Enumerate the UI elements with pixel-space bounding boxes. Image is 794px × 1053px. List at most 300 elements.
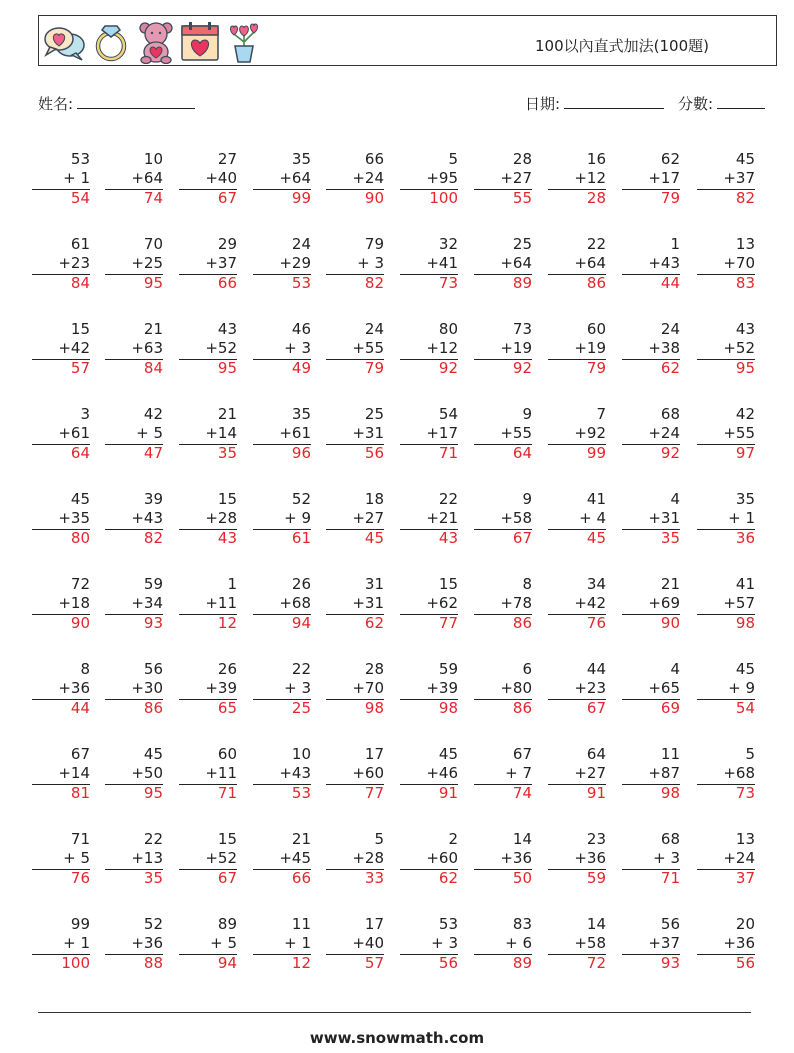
addend-bottom: +64 bbox=[279, 169, 311, 187]
answer: 36 bbox=[735, 529, 755, 547]
answer: 94 bbox=[217, 954, 237, 972]
addition-problem bbox=[474, 405, 532, 463]
addend-top: 45 bbox=[143, 745, 163, 763]
addition-problem bbox=[697, 320, 755, 378]
addition-problem bbox=[400, 915, 458, 973]
name-blank bbox=[77, 94, 195, 109]
answer: 62 bbox=[364, 614, 384, 632]
addend-top: 20 bbox=[735, 915, 755, 933]
addend-top: 21 bbox=[217, 405, 237, 423]
addend-top: 44 bbox=[586, 660, 606, 678]
addend-bottom: +17 bbox=[648, 169, 680, 187]
addend-bottom: +36 bbox=[131, 934, 163, 952]
addition-problem bbox=[548, 745, 606, 803]
addition-problem bbox=[622, 915, 680, 973]
addend-bottom: +39 bbox=[426, 679, 458, 697]
answer: 28 bbox=[586, 189, 606, 207]
addend-bottom: + 9 bbox=[284, 509, 311, 527]
answer: 57 bbox=[70, 359, 90, 377]
answer: 66 bbox=[217, 274, 237, 292]
answer: 97 bbox=[735, 444, 755, 462]
addend-top: 73 bbox=[512, 320, 532, 338]
speech-bubbles-heart-icon bbox=[42, 20, 86, 64]
addition-problem bbox=[474, 830, 532, 888]
addition-problem bbox=[697, 915, 755, 973]
addition-problem bbox=[32, 405, 90, 463]
diamond-ring-icon bbox=[89, 20, 133, 64]
answer: 49 bbox=[291, 359, 311, 377]
addend-bottom: +12 bbox=[574, 169, 606, 187]
addend-top: 21 bbox=[143, 320, 163, 338]
addend-bottom: +40 bbox=[205, 169, 237, 187]
addend-bottom: +28 bbox=[352, 849, 384, 867]
addend-bottom: + 3 bbox=[284, 339, 311, 357]
answer: 55 bbox=[512, 189, 532, 207]
addend-bottom: +30 bbox=[131, 679, 163, 697]
addend-bottom: +19 bbox=[574, 339, 606, 357]
addend-bottom: +14 bbox=[58, 764, 90, 782]
addend-top: 14 bbox=[586, 915, 606, 933]
addend-top: 54 bbox=[438, 405, 458, 423]
addition-problem bbox=[253, 830, 311, 888]
date-blank bbox=[564, 94, 664, 109]
addition-problem bbox=[253, 320, 311, 378]
addend-top: 60 bbox=[586, 320, 606, 338]
addend-top: 80 bbox=[438, 320, 458, 338]
score-label: 分數: bbox=[678, 95, 714, 113]
answer: 98 bbox=[660, 784, 680, 802]
addend-top: 46 bbox=[291, 320, 311, 338]
addend-bottom: +19 bbox=[500, 339, 532, 357]
addition-problem bbox=[326, 745, 384, 803]
answer: 47 bbox=[143, 444, 163, 462]
addend-top: 39 bbox=[143, 490, 163, 508]
answer: 71 bbox=[217, 784, 237, 802]
answer: 79 bbox=[364, 359, 384, 377]
addend-bottom: +27 bbox=[574, 764, 606, 782]
answer: 88 bbox=[143, 954, 163, 972]
answer: 99 bbox=[586, 444, 606, 462]
addend-bottom: +27 bbox=[352, 509, 384, 527]
addend-top: 62 bbox=[660, 150, 680, 168]
answer: 65 bbox=[217, 699, 237, 717]
addend-top: 22 bbox=[586, 235, 606, 253]
answer: 66 bbox=[291, 869, 311, 887]
addition-problem bbox=[105, 320, 163, 378]
answer: 95 bbox=[143, 784, 163, 802]
addend-bottom: +58 bbox=[500, 509, 532, 527]
addition-problem bbox=[105, 150, 163, 208]
addition-problem bbox=[548, 235, 606, 293]
addend-top: 3 bbox=[80, 405, 90, 423]
addition-problem bbox=[622, 405, 680, 463]
addend-bottom: +55 bbox=[352, 339, 384, 357]
addend-bottom: + 3 bbox=[431, 934, 458, 952]
addend-bottom: +43 bbox=[279, 764, 311, 782]
addend-bottom: +35 bbox=[58, 509, 90, 527]
addend-top: 43 bbox=[217, 320, 237, 338]
addend-bottom: +43 bbox=[648, 254, 680, 272]
answer: 44 bbox=[70, 699, 90, 717]
answer: 45 bbox=[586, 529, 606, 547]
answer: 74 bbox=[512, 784, 532, 802]
addend-top: 11 bbox=[660, 745, 680, 763]
addition-problem bbox=[253, 745, 311, 803]
addend-bottom: +42 bbox=[58, 339, 90, 357]
addition-problem bbox=[548, 320, 606, 378]
addend-top: 24 bbox=[291, 235, 311, 253]
worksheet-title: 100以內直式加法(100題) bbox=[535, 37, 709, 55]
addend-bottom: +27 bbox=[500, 169, 532, 187]
name-field bbox=[38, 93, 195, 114]
addend-bottom: +11 bbox=[205, 764, 237, 782]
name-label: 姓名: bbox=[38, 95, 74, 113]
info-row bbox=[38, 93, 771, 113]
addition-problem bbox=[253, 235, 311, 293]
addition-problem bbox=[548, 830, 606, 888]
answer: 79 bbox=[586, 359, 606, 377]
addend-bottom: +95 bbox=[426, 169, 458, 187]
addition-problem bbox=[400, 150, 458, 208]
header-box bbox=[38, 15, 777, 66]
addend-bottom: + 6 bbox=[505, 934, 532, 952]
answer: 73 bbox=[438, 274, 458, 292]
addend-bottom: + 3 bbox=[357, 254, 384, 272]
addend-top: 89 bbox=[217, 915, 237, 933]
addend-top: 11 bbox=[291, 915, 311, 933]
addend-bottom: + 9 bbox=[728, 679, 755, 697]
addition-problem bbox=[179, 405, 237, 463]
answer: 84 bbox=[70, 274, 90, 292]
answer: 99 bbox=[291, 189, 311, 207]
addition-problem bbox=[400, 235, 458, 293]
addition-problem bbox=[105, 235, 163, 293]
addition-problem bbox=[622, 320, 680, 378]
addition-problem bbox=[400, 405, 458, 463]
answer: 12 bbox=[217, 614, 237, 632]
answer: 93 bbox=[660, 954, 680, 972]
answer: 82 bbox=[364, 274, 384, 292]
answer: 90 bbox=[70, 614, 90, 632]
answer: 94 bbox=[291, 614, 311, 632]
answer: 77 bbox=[364, 784, 384, 802]
addition-problem bbox=[32, 320, 90, 378]
answer: 86 bbox=[586, 274, 606, 292]
score-blank bbox=[717, 94, 765, 109]
addend-top: 79 bbox=[364, 235, 384, 253]
addend-top: 5 bbox=[448, 150, 458, 168]
addition-problem bbox=[474, 660, 532, 718]
addition-problem bbox=[326, 490, 384, 548]
answer: 64 bbox=[70, 444, 90, 462]
addend-bottom: +43 bbox=[131, 509, 163, 527]
addition-problem bbox=[32, 915, 90, 973]
addend-bottom: +52 bbox=[723, 339, 755, 357]
answer: 56 bbox=[735, 954, 755, 972]
addition-problem bbox=[548, 405, 606, 463]
addition-problem bbox=[400, 320, 458, 378]
answer: 76 bbox=[70, 869, 90, 887]
addend-top: 25 bbox=[364, 405, 384, 423]
addend-top: 25 bbox=[512, 235, 532, 253]
addend-top: 28 bbox=[512, 150, 532, 168]
addend-top: 60 bbox=[217, 745, 237, 763]
answer: 69 bbox=[660, 699, 680, 717]
addition-problem bbox=[32, 235, 90, 293]
addition-problem bbox=[548, 575, 606, 633]
addend-bottom: +12 bbox=[426, 339, 458, 357]
answer: 25 bbox=[291, 699, 311, 717]
answer: 81 bbox=[70, 784, 90, 802]
footer-rule bbox=[38, 1012, 751, 1013]
addition-problem bbox=[179, 575, 237, 633]
addend-bottom: +45 bbox=[279, 849, 311, 867]
addend-bottom: +68 bbox=[723, 764, 755, 782]
answer: 86 bbox=[512, 614, 532, 632]
addend-bottom: +63 bbox=[131, 339, 163, 357]
addition-problem bbox=[474, 745, 532, 803]
answer: 98 bbox=[735, 614, 755, 632]
addend-top: 45 bbox=[735, 150, 755, 168]
addition-problem bbox=[697, 745, 755, 803]
addition-problem bbox=[32, 575, 90, 633]
addend-top: 53 bbox=[70, 150, 90, 168]
answer: 35 bbox=[143, 869, 163, 887]
addend-bottom: + 3 bbox=[284, 679, 311, 697]
addition-problem bbox=[253, 660, 311, 718]
addend-bottom: +36 bbox=[723, 934, 755, 952]
addend-bottom: +31 bbox=[648, 509, 680, 527]
addend-top: 10 bbox=[291, 745, 311, 763]
addition-problem bbox=[105, 745, 163, 803]
addition-problem bbox=[253, 915, 311, 973]
answer: 64 bbox=[512, 444, 532, 462]
addition-problem bbox=[179, 490, 237, 548]
addend-bottom: +68 bbox=[279, 594, 311, 612]
date-label: 日期: bbox=[525, 95, 561, 113]
addition-problem bbox=[32, 830, 90, 888]
answer: 72 bbox=[586, 954, 606, 972]
addend-bottom: + 1 bbox=[63, 169, 90, 187]
date-field bbox=[525, 93, 664, 114]
addend-top: 10 bbox=[143, 150, 163, 168]
answer: 100 bbox=[61, 954, 90, 972]
addend-bottom: + 5 bbox=[63, 849, 90, 867]
addend-top: 52 bbox=[291, 490, 311, 508]
answer: 100 bbox=[429, 189, 458, 207]
addition-problem bbox=[622, 830, 680, 888]
answer: 71 bbox=[660, 869, 680, 887]
addend-top: 21 bbox=[660, 575, 680, 593]
addend-bottom: +18 bbox=[58, 594, 90, 612]
addition-problem bbox=[697, 490, 755, 548]
addend-bottom: +80 bbox=[500, 679, 532, 697]
addition-problem bbox=[622, 745, 680, 803]
answer: 91 bbox=[438, 784, 458, 802]
addition-problem bbox=[697, 150, 755, 208]
addition-problem bbox=[548, 915, 606, 973]
answer: 95 bbox=[735, 359, 755, 377]
answer: 84 bbox=[143, 359, 163, 377]
addend-top: 42 bbox=[143, 405, 163, 423]
addition-problem bbox=[179, 745, 237, 803]
addition-problem bbox=[400, 575, 458, 633]
addition-problem bbox=[326, 320, 384, 378]
answer: 50 bbox=[512, 869, 532, 887]
addend-bottom: +46 bbox=[426, 764, 458, 782]
answer: 80 bbox=[70, 529, 90, 547]
addend-bottom: +64 bbox=[500, 254, 532, 272]
addend-top: 13 bbox=[735, 830, 755, 848]
addend-bottom: +17 bbox=[426, 424, 458, 442]
answer: 83 bbox=[735, 274, 755, 292]
addend-bottom: +37 bbox=[648, 934, 680, 952]
addend-top: 17 bbox=[364, 745, 384, 763]
addend-bottom: +29 bbox=[279, 254, 311, 272]
addend-bottom: +24 bbox=[648, 424, 680, 442]
answer: 35 bbox=[660, 529, 680, 547]
addend-top: 24 bbox=[660, 320, 680, 338]
answer: 54 bbox=[735, 699, 755, 717]
addend-bottom: +52 bbox=[205, 339, 237, 357]
addend-bottom: +34 bbox=[131, 594, 163, 612]
addition-problem bbox=[179, 320, 237, 378]
addend-bottom: +40 bbox=[352, 934, 384, 952]
addition-problem bbox=[105, 490, 163, 548]
addend-bottom: +50 bbox=[131, 764, 163, 782]
addend-bottom: +57 bbox=[723, 594, 755, 612]
addition-problem bbox=[326, 830, 384, 888]
answer: 86 bbox=[143, 699, 163, 717]
addition-problem bbox=[105, 405, 163, 463]
addition-problem bbox=[474, 320, 532, 378]
addend-bottom: +52 bbox=[205, 849, 237, 867]
addend-bottom: + 1 bbox=[728, 509, 755, 527]
addend-bottom: +11 bbox=[205, 594, 237, 612]
answer: 82 bbox=[143, 529, 163, 547]
answer: 74 bbox=[143, 189, 163, 207]
addition-problem bbox=[179, 150, 237, 208]
addition-problem bbox=[697, 235, 755, 293]
addition-problem bbox=[253, 405, 311, 463]
addition-problem bbox=[622, 575, 680, 633]
addend-bottom: +31 bbox=[352, 594, 384, 612]
addition-problem bbox=[326, 405, 384, 463]
addition-problem bbox=[400, 660, 458, 718]
addend-top: 13 bbox=[735, 235, 755, 253]
addend-bottom: +55 bbox=[723, 424, 755, 442]
addend-top: 35 bbox=[291, 405, 311, 423]
addend-bottom: +65 bbox=[648, 679, 680, 697]
addend-bottom: +69 bbox=[648, 594, 680, 612]
answer: 95 bbox=[217, 359, 237, 377]
addition-problem bbox=[105, 830, 163, 888]
addition-problem bbox=[474, 150, 532, 208]
addition-problem bbox=[326, 235, 384, 293]
answer: 43 bbox=[438, 529, 458, 547]
addition-problem bbox=[548, 490, 606, 548]
addend-top: 29 bbox=[217, 235, 237, 253]
answer: 95 bbox=[143, 274, 163, 292]
addend-bottom: +31 bbox=[352, 424, 384, 442]
addend-bottom: +21 bbox=[426, 509, 458, 527]
addition-problem bbox=[105, 575, 163, 633]
addend-bottom: +37 bbox=[723, 169, 755, 187]
addend-top: 45 bbox=[70, 490, 90, 508]
answer: 43 bbox=[217, 529, 237, 547]
addend-bottom: + 1 bbox=[284, 934, 311, 952]
addend-top: 99 bbox=[70, 915, 90, 933]
addition-problem bbox=[179, 235, 237, 293]
addition-problem bbox=[326, 575, 384, 633]
addend-top: 35 bbox=[291, 150, 311, 168]
addend-bottom: +42 bbox=[574, 594, 606, 612]
addend-bottom: +25 bbox=[131, 254, 163, 272]
addend-top: 26 bbox=[291, 575, 311, 593]
addition-problem bbox=[253, 490, 311, 548]
addend-top: 56 bbox=[660, 915, 680, 933]
addend-top: 43 bbox=[735, 320, 755, 338]
addend-bottom: +14 bbox=[205, 424, 237, 442]
addition-problem bbox=[622, 660, 680, 718]
heart-flower-pot-icon bbox=[222, 20, 266, 64]
answer: 67 bbox=[512, 529, 532, 547]
addend-top: 18 bbox=[364, 490, 384, 508]
answer: 77 bbox=[438, 614, 458, 632]
addend-top: 59 bbox=[143, 575, 163, 593]
addition-problem bbox=[697, 660, 755, 718]
answer: 96 bbox=[291, 444, 311, 462]
addend-bottom: +87 bbox=[648, 764, 680, 782]
addend-top: 83 bbox=[512, 915, 532, 933]
addend-top: 41 bbox=[586, 490, 606, 508]
addend-bottom: +24 bbox=[723, 849, 755, 867]
addend-top: 67 bbox=[70, 745, 90, 763]
addend-top: 4 bbox=[670, 660, 680, 678]
addend-bottom: +78 bbox=[500, 594, 532, 612]
addend-bottom: +36 bbox=[574, 849, 606, 867]
addition-problem bbox=[326, 150, 384, 208]
addend-top: 71 bbox=[70, 830, 90, 848]
addition-problem bbox=[179, 660, 237, 718]
addend-top: 2 bbox=[448, 830, 458, 848]
addend-bottom: +55 bbox=[500, 424, 532, 442]
addend-bottom: +62 bbox=[426, 594, 458, 612]
answer: 35 bbox=[217, 444, 237, 462]
addend-top: 70 bbox=[143, 235, 163, 253]
addend-top: 67 bbox=[512, 745, 532, 763]
answer: 62 bbox=[438, 869, 458, 887]
answer: 62 bbox=[660, 359, 680, 377]
addend-top: 59 bbox=[438, 660, 458, 678]
answer: 92 bbox=[512, 359, 532, 377]
addition-problem bbox=[32, 660, 90, 718]
addend-bottom: +60 bbox=[352, 764, 384, 782]
addend-top: 22 bbox=[438, 490, 458, 508]
addend-bottom: +24 bbox=[352, 169, 384, 187]
answer: 53 bbox=[291, 784, 311, 802]
answer: 53 bbox=[291, 274, 311, 292]
addition-problem bbox=[474, 490, 532, 548]
score-field bbox=[678, 93, 765, 114]
addition-problem bbox=[32, 490, 90, 548]
answer: 86 bbox=[512, 699, 532, 717]
addend-top: 8 bbox=[80, 660, 90, 678]
addition-problem bbox=[400, 490, 458, 548]
addend-top: 1 bbox=[670, 235, 680, 253]
addend-bottom: + 4 bbox=[579, 509, 606, 527]
answer: 82 bbox=[735, 189, 755, 207]
